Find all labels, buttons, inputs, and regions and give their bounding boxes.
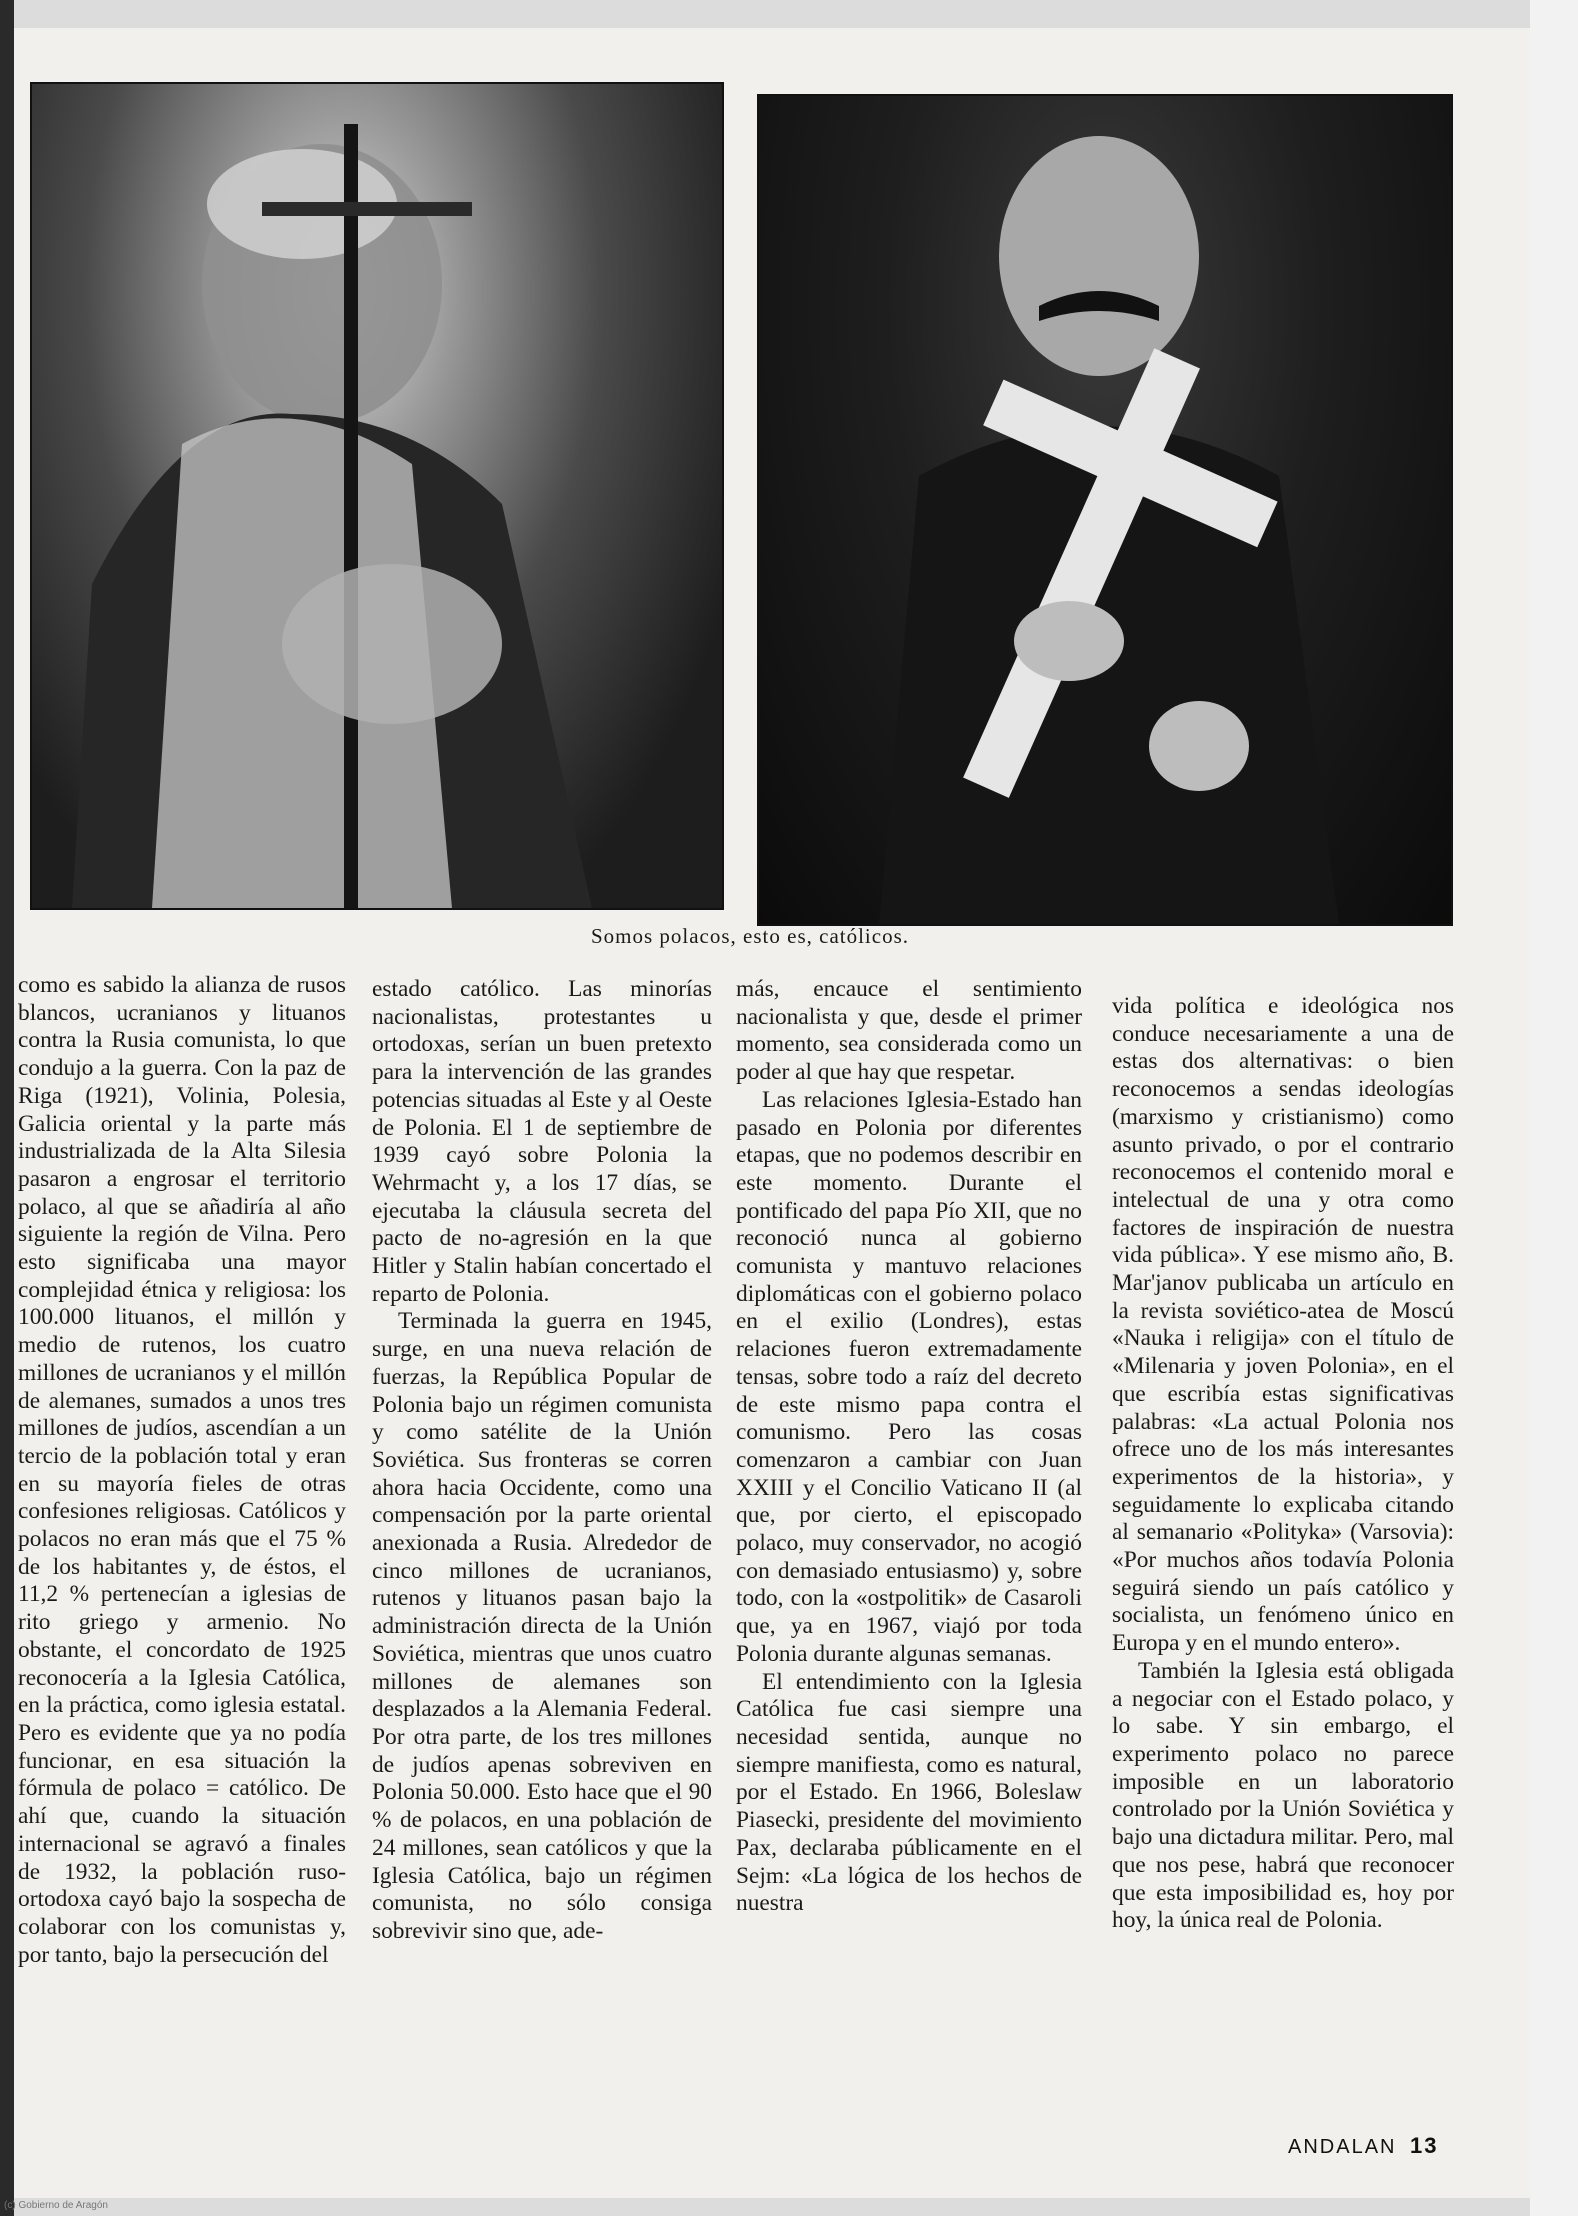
photo-caption: Somos polacos, esto es, católicos.	[590, 924, 910, 948]
scan-left-edge	[0, 0, 14, 2216]
page-footer	[1288, 2133, 1439, 2159]
paragraph: como es sabido la alianza de rusos blancos, ucranianos y lituanos contra la Rusia comunista, lo que condujo a la guerra. Con la paz de Riga (1921), Volinia, Polesia, Galicia oriental y la parte más industrializada de la Alta Silesia pasaron a engrosar el territorio polaco, al que se añadiría al año siguiente la región de Vilna. Pero esto significaba una mayor complejidad étnica y religiosa: los 100.000 lituanos, el millón y medio de rutenos, los cuatro millones de ucranianos y el millón de alemanes, sumados a unos tres millones de judíos, ascendían a un tercio de la población total y eran en su mayoría fieles de otras confesiones religiosas. Católicos y polacos no eran más que el 75 % de los habitantes y, de éstos, el 11,2 % pertenecían a iglesias de rito griego y armenio. No obstante, el concordato de 1925 reconocería a la Iglesia Católica, en la práctica, como iglesia estatal. Pero es evidente que ya no podía funcionar, en esa situación la fórmula de polaco = católico. De ahí que, cuando la situación internacional se agravó a finales de 1932, la población ruso-ortodoxa cayó bajo la sospecha de colaborar con los comunistas y, por tanto, bajo la persecución del	[18, 972, 346, 1968]
page-number: 13	[1410, 2133, 1439, 2158]
photo-man-holding-cross	[757, 94, 1453, 926]
paragraph: más, encauce el sentimiento nacionalista y que, desde el primer momento, sea considerada como un poder al que hay que respetar.	[736, 976, 1082, 1086]
paragraph: Las relaciones Iglesia-Estado han pasado en Polonia por diferentes etapas, que no podemos describir en este momento. Durante el pontificado del papa Pío XII, que no reconoció nunca al gobierno comunista y mantuvo relaciones diplomáticas con el gobierno polaco en el exilio (Londres), estas relaciones fueron extremadamente tensas, sobre todo a raíz del decreto de este mismo papa contra el comunismo. Pero las cosas comenzaron a cambiar con Juan XXIII y el Concilio Vaticano II (al que, por cierto, el episcopado polaco, muy conservador, no acogió con demasiado entusiasmo) y, sobre todo, con la «ostpolitik» de Casaroli que, ya en 1967, viajó por toda Polonia durante algunas semanas.	[736, 1086, 1082, 1667]
text-column-4	[1112, 993, 1454, 1935]
text-column-3	[736, 976, 1082, 1918]
text-column-1	[18, 972, 346, 1969]
paragraph: vida política e ideológica nos conduce necesariamente a una de estas dos alternativas: o bien reconocemos a sendas ideologías (marxismo y cristianismo) como asunto privado, o por el contrario reconocemos el contenido moral e intelectual de una y otra como factores de inspiración de nuestra vida pública». Y ese mismo año, B. Mar'janov publicaba un artículo en la revista soviético-atea de Moscú «Nauka i religija» con el título de «Milenaria y joven Polonia», en el que escribía estas significativas palabras: «La actual Polonia nos ofrece uno de los más interesantes experimentos de la historia», y seguidamente lo explicaba citando al semanario «Polityka» (Varsovia): «Por muchos años todavía Polonia seguirá siendo un país católico y socialista, un fenómeno único en Europa y en el mundo entero».	[1112, 993, 1454, 1657]
paragraph: También la Iglesia está obligada a negociar con el Estado polaco, y lo sabe. Y sin embargo, el experimento polaco no parece imposible en un laboratorio controlado por la Unión Soviética y bajo una dictadura militar. Pero, mal que nos pese, habrá que reconocer que esta imposibilidad es, hoy por hoy, la única real de Polonia.	[1112, 1657, 1454, 1934]
scan-right-edge	[1530, 0, 1578, 2216]
photo-pope-with-crosier	[30, 82, 724, 910]
paragraph: Terminada la guerra en 1945, surge, en una nueva relación de fuerzas, la República Popular de Polonia bajo un régimen comunista y como satélite de la Unión Soviética. Sus fronteras se corren ahora hacia Occidente, como una compensación por la parte oriental anexionada a Rusia. Alrededor de cinco millones de ucranianos, rutenos y lituanos pasan bajo la administración directa de la Unión Soviética, mientras que unos cuatro millones de alemanes son desplazados a la Alemania Federal. Por otra parte, de los tres millones de judíos apenas sobreviven en Polonia 50.000. Esto hace que el 90 % de polacos, en una población de 24 millones, sean católicos y que la Iglesia Católica, bajo un régimen comunista, no sólo consiga sobrevivir sino que, ade-	[372, 1308, 712, 1944]
paragraph: El entendimiento con la Iglesia Católica fue casi siempre una necesidad sentida, aunque no siempre manifiesta, como es natural, por el Estado. En 1966, Boleslaw Piasecki, presidente del movimiento Pax, declaraba públicamente en el Sejm: «La lógica de los hechos de nuestra	[736, 1668, 1082, 1917]
magazine-name: ANDALAN	[1288, 2136, 1397, 2158]
text-column-2	[372, 976, 712, 1946]
paragraph: estado católico. Las minorías nacionalistas, protestantes u ortodoxas, serían un buen pretexto para la intervención de las grandes potencias situadas al Este y al Oeste de Polonia. El 1 de septiembre de 1939 cayó sobre Polonia la Wehrmacht y, a los 17 días, se ejecutaba la cláusula secreta del pacto de no-agresión en la que Hitler y Stalin habían concertado el reparto de Polonia.	[372, 976, 712, 1307]
copyright-watermark: (c) Gobierno de Aragón	[4, 2200, 108, 2211]
